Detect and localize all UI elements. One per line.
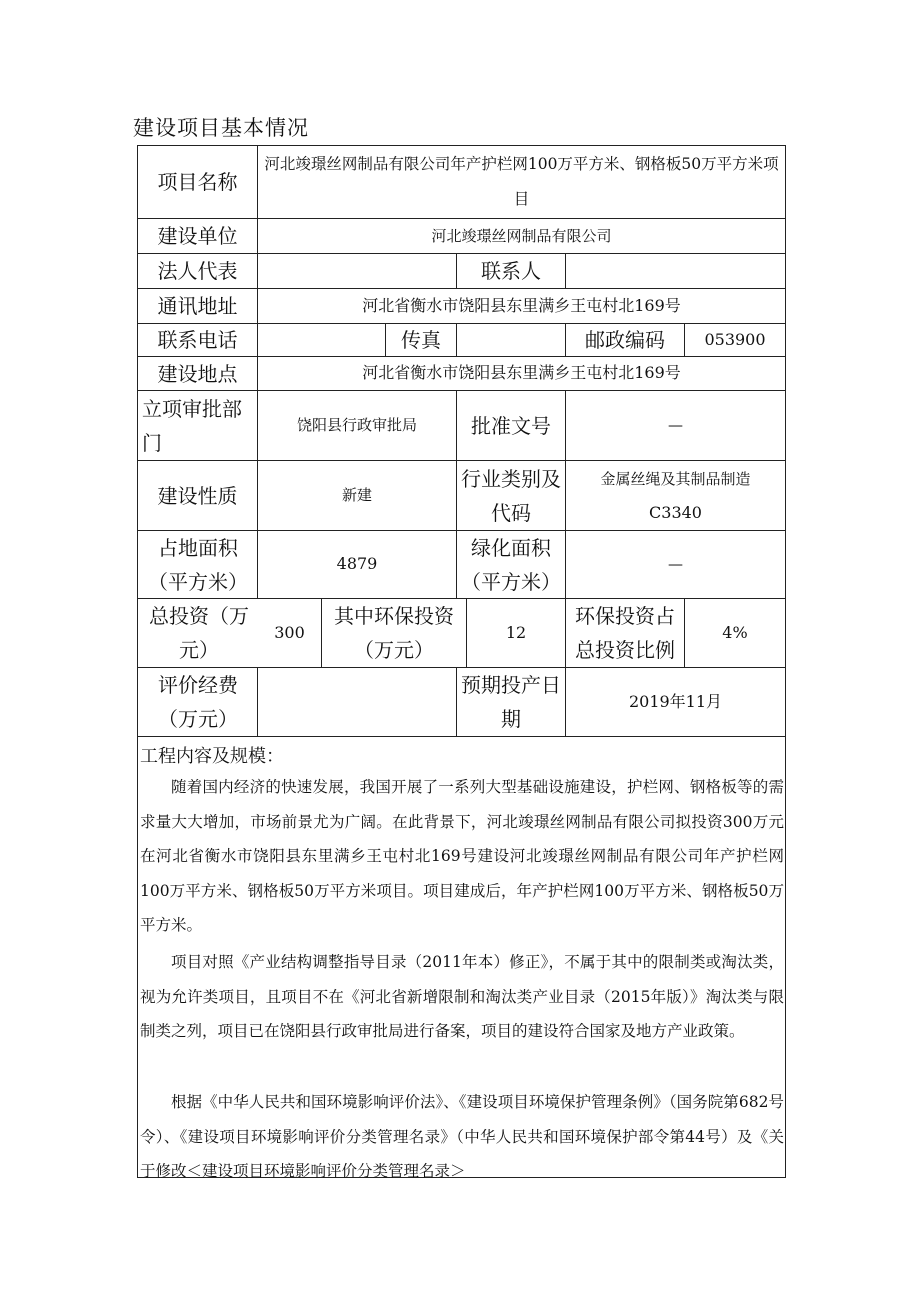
env-ratio-label: 环保投资占总投资比例 bbox=[575, 604, 675, 662]
address-label: 通讯地址 bbox=[157, 294, 238, 318]
industry-name: 金属丝绳及其制品制造 bbox=[600, 469, 751, 488]
industry-label: 行业类别及代码 bbox=[461, 466, 561, 525]
green-area-value: — bbox=[668, 555, 683, 573]
land-area-label: 占地面积（平方米） bbox=[148, 535, 248, 594]
eval-fee-label: 评价经费（万元） bbox=[158, 673, 238, 731]
production-date-value: 2019年11月 bbox=[628, 691, 723, 711]
total-invest-value: 300 bbox=[274, 622, 305, 642]
site-value: 河北省衡水市饶阳县东里满乡王屯村北169号 bbox=[362, 363, 681, 383]
env-ratio-value: 4% bbox=[722, 622, 748, 642]
production-date-label: 预期投产日期 bbox=[461, 673, 561, 731]
project-name-label: 项目名称 bbox=[157, 170, 238, 194]
col-divider bbox=[565, 598, 566, 667]
project-name-value: 河北竣璟丝网制品有限公司年产护栏网100万平方米、钢格板50万平方米项目 bbox=[264, 155, 779, 208]
col-divider bbox=[456, 667, 457, 736]
postcode-value: 053900 bbox=[704, 329, 766, 349]
col-divider bbox=[321, 598, 322, 667]
site-label: 建设地点 bbox=[157, 361, 238, 386]
env-invest-label: 其中环保投资（万元） bbox=[334, 604, 454, 662]
eval-fee-value bbox=[258, 668, 456, 736]
content-paragraph: 项目对照《产业结构调整指导目录（2011年本）修正》，不属于其中的限制类或淘汰类，视为允许类项目，且项目不在《河北省新增限制和淘汰类产业目录（2015年版）》淘汰类与限制类之列，项目已在饶阳县行政审批局进行备案，项目的建设符合国家及地方产业政策。 bbox=[140, 953, 784, 1040]
builder-value: 河北竣璟丝网制品有限公司 bbox=[431, 226, 612, 245]
land-area-value: 4879 bbox=[336, 554, 378, 574]
contact-label: 联系人 bbox=[481, 259, 541, 283]
approval-dept-label: 立项审批部门 bbox=[142, 396, 242, 455]
fax-label: 传真 bbox=[401, 328, 441, 352]
fax-value bbox=[457, 324, 565, 356]
legal-rep-value bbox=[258, 254, 456, 288]
approval-dept-value: 饶阳县行政审批局 bbox=[296, 416, 417, 434]
contact-value bbox=[566, 254, 785, 288]
total-invest-label: 总投资（万元） bbox=[149, 604, 249, 662]
content-paragraph: 根据《中华人民共和国环境影响评价法》、《建设项目环境保护管理条例》（国务院第682号令）、《建设项目环境影响评价分类管理名录》（中华人民共和国环境保护部令第44号）及《关于修改＜建设项目环境影响评价分类管理名录＞ bbox=[140, 1093, 784, 1180]
approval-no-value: — bbox=[668, 416, 683, 434]
phone-label: 联系电话 bbox=[157, 328, 238, 352]
postcode-label: 邮政编码 bbox=[585, 328, 665, 352]
builder-label: 建设单位 bbox=[157, 224, 238, 248]
legal-rep-label: 法人代表 bbox=[157, 259, 238, 283]
page-title: 建设项目基本情况 bbox=[133, 116, 309, 140]
row-divider bbox=[138, 736, 785, 737]
nature-label: 建设性质 bbox=[157, 483, 238, 508]
env-invest-value: 12 bbox=[505, 622, 527, 642]
content-paragraph: 随着国内经济的快速发展，我国开展了一系列大型基础设施建设，护栏网、钢格板等的需求量大大增加，市场前景尤为广阔。在此背景下，河北竣璟丝网制品有限公司拟投资300万元在河北省衡水市饶阳县东里满乡王屯村北169号建设河北竣璟丝网制品有限公司年产护栏网100万平方米、钢格板50万平方米项目。项目建成后，年产护栏网100万平方米、钢格板50万平方米。 bbox=[140, 778, 784, 934]
green-area-label: 绿化面积（平方米） bbox=[461, 535, 561, 594]
industry-code: C3340 bbox=[649, 502, 702, 522]
industry-value bbox=[566, 461, 785, 530]
project-info-form bbox=[137, 145, 786, 1178]
nature-value: 新建 bbox=[341, 486, 372, 504]
section-heading: 工程内容及规模： bbox=[140, 746, 284, 767]
approval-no-label: 批准文号 bbox=[471, 413, 551, 438]
address-value: 河北省衡水市饶阳县东里满乡王屯村北169号 bbox=[362, 295, 681, 315]
phone-value bbox=[258, 324, 385, 356]
